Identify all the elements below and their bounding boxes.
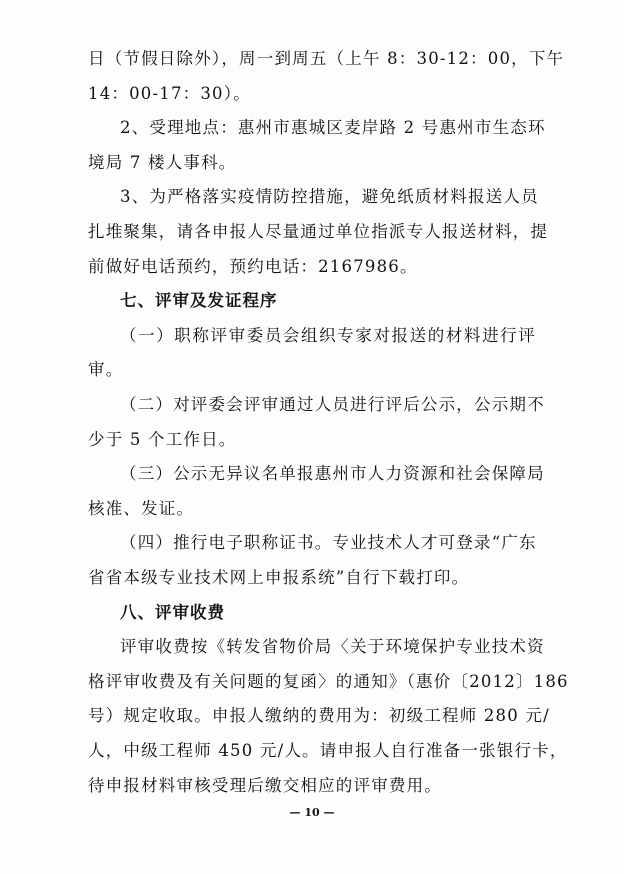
body-line: 扎堆聚集，请各申报人尽量通过单位指派专人报送材料，提 (88, 222, 549, 241)
body-line: 待申报材料审核受理后缴交相应的评审费用。 (88, 775, 442, 795)
body-line: 格评审收费及有关问题的复函〉的通知》（惠价〔2012〕186 (88, 671, 569, 691)
body-line: 少于 5 个工作日。 (88, 429, 237, 449)
body-line: 审。 (88, 360, 124, 380)
body-line: （一）职称评审委员会组织专家对报送的材料进行评 (120, 325, 536, 345)
body-line: 前做好电话预约，预约电话：2167986。 (88, 256, 418, 276)
body-line: （三）公示无异议名单报惠州市人力资源和社会保障局 (120, 464, 545, 484)
body-line: 人，中级工程师 450 元/人。请申报人自行准备一张银行卡， (88, 741, 568, 760)
section-heading: 八、评审收费 (120, 602, 225, 622)
body-line: （四）推行电子职称证书。专业技术人才可登录“广东 (120, 533, 537, 553)
body-line: 日（节假日除外），周一到周五（上午 8：30-12：00，下午 (88, 49, 565, 68)
body-line: （二）对评委会评审通过人员进行评后公示，公示期不 (120, 395, 545, 414)
body-line: 境局 7 楼人事科。 (88, 152, 237, 172)
body-line: 号）规定收取。申报人缴纳的费用为：初级工程师 280 元/ (88, 706, 550, 726)
body-line: 2、受理地点：惠州市惠城区麦岸路 2 号惠州市生态环 (120, 118, 546, 138)
page-number: — 10 — (289, 806, 335, 819)
body-line: 14：00-17：30）。 (88, 83, 251, 103)
body-line: 评审收费按《转发省物价局〈关于环境保护专业技术资 (120, 637, 545, 657)
body-line: 省省本级专业技术网上申报系统”自行下载打印。 (88, 568, 470, 587)
section-heading: 七、评审及发证程序 (120, 291, 278, 311)
body-line: 3、为严格落实疫情防控措施，避免纸质材料报送人员 (120, 187, 539, 207)
body-line: 核准、发证。 (88, 498, 195, 518)
